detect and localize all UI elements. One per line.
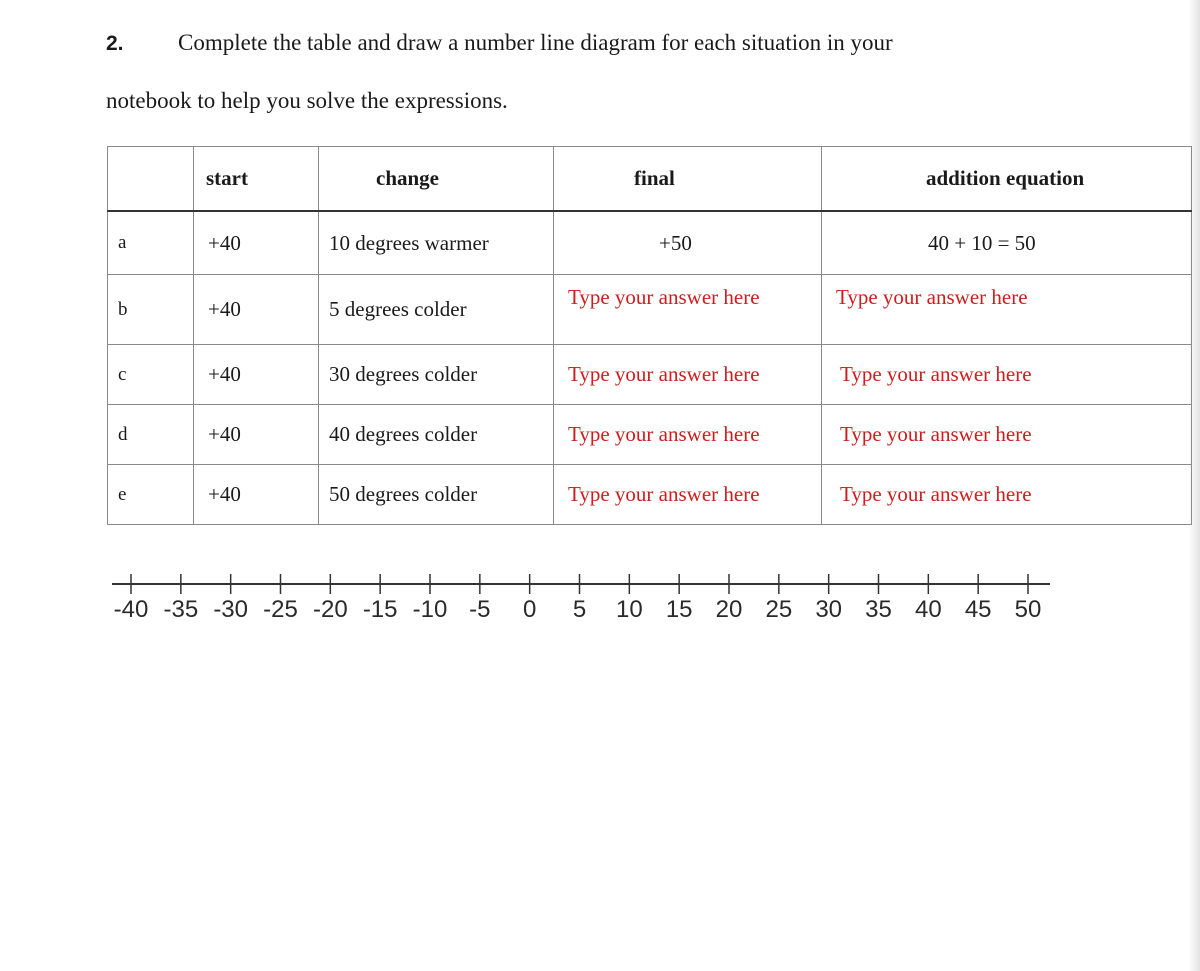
row-label: e [108,465,194,525]
final-answer-field[interactable]: Type your answer here [554,275,822,345]
number-line-label: 35 [865,596,892,623]
row-label: c [108,345,194,405]
number-line-label: -40 [113,596,149,623]
change-value: 50 degrees colder [319,465,554,525]
final-value: +50 [554,211,822,275]
equation-answer-field[interactable]: Type your answer here [822,345,1192,405]
row-label: b [108,275,194,345]
table-header-row [108,147,1192,212]
final-answer-field[interactable]: Type your answer here [554,405,822,465]
number-line-label: -20 [312,596,348,623]
number-line-label: 10 [615,596,643,623]
row-label: d [108,405,194,465]
header-final: final [554,147,822,212]
row-label: a [108,211,194,275]
question-number: 2. [106,32,124,55]
final-answer-field[interactable]: Type your answer here [554,465,822,525]
question-line-2: notebook to help you solve the expressions. [106,88,508,113]
number-line-label: 0 [522,596,537,623]
number-line-label: 50 [1014,596,1042,623]
number-line-label: 5 [572,596,587,623]
header-label [108,147,194,212]
number-line-labels [114,596,1042,623]
number-line-label: 40 [914,596,942,623]
number-line-label: -25 [263,596,298,623]
start-value: +40 [194,465,319,525]
question-text-1: Complete the table and draw a number line diagram for each situation in your [178,30,893,55]
equation-value: 40 + 10 = 50 [822,211,1192,275]
table-row [108,465,1192,525]
start-value: +40 [194,405,319,465]
equation-answer-field[interactable]: Type your answer here [822,405,1192,465]
number-line-label: 15 [665,596,693,623]
equation-answer-field[interactable]: Type your answer here [822,275,1192,345]
number-line-label: -35 [163,596,199,623]
equation-answer-field[interactable]: Type your answer here [822,465,1192,525]
header-start: start [194,147,319,212]
table-row [108,405,1192,465]
table-row [108,345,1192,405]
number-line-label: -15 [362,596,398,623]
number-line-label: 45 [964,596,992,623]
header-change: change [319,147,554,212]
change-value: 10 degrees warmer [319,211,554,275]
answer-table [107,146,1192,525]
final-answer-field[interactable]: Type your answer here [554,345,822,405]
number-line-label: -10 [412,596,448,623]
number-line-label: -30 [213,596,249,623]
number-line-label: 20 [715,596,743,623]
start-value: +40 [194,211,319,275]
table-row [108,211,1192,275]
number-line-label: -5 [469,596,491,623]
number-line [100,566,1060,636]
table-row [108,275,1192,345]
start-value: +40 [194,275,319,345]
start-value: +40 [194,345,319,405]
question-line-1 [106,30,893,56]
number-line-label: 25 [765,596,793,623]
header-addition-equation: addition equation [822,147,1192,212]
change-value: 40 degrees colder [319,405,554,465]
number-line-label: 30 [815,596,843,623]
change-value: 30 degrees colder [319,345,554,405]
change-value: 5 degrees colder [319,275,554,345]
